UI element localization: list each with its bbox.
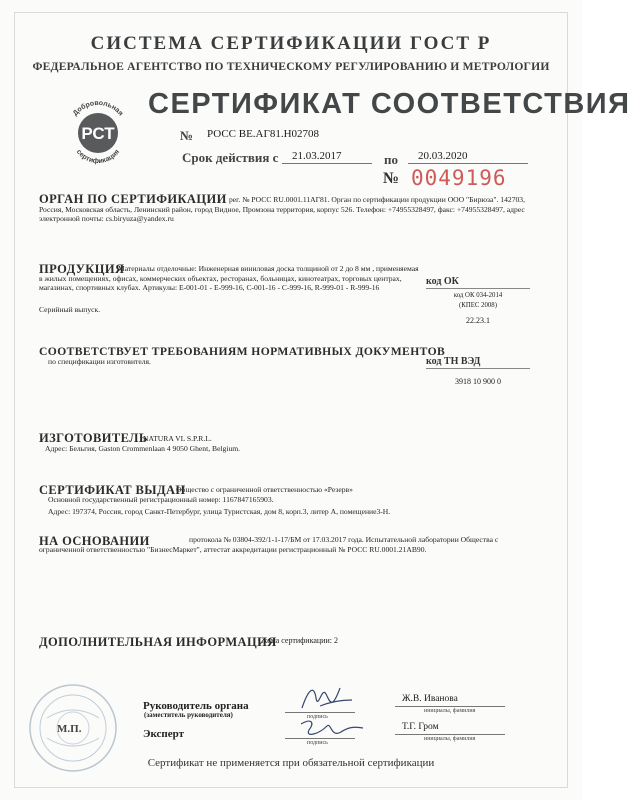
to-label: по bbox=[384, 152, 398, 167]
tnved-code-box bbox=[426, 356, 530, 386]
head-sub: (заместитель руководителя) bbox=[144, 711, 233, 719]
logo-mark: РСТ bbox=[81, 124, 115, 143]
serial-release: Серийный выпуск. bbox=[39, 305, 101, 314]
logo-arc-bottom: сертификация bbox=[74, 148, 122, 166]
expert-name-caption: инициалы, фамилия bbox=[424, 736, 476, 742]
footer-note: Сертификат не применяется при обязательной сертификации bbox=[147, 757, 435, 769]
head-name: Ж.В. Иванова bbox=[402, 694, 458, 704]
head-sign-caption: подпись bbox=[307, 714, 328, 720]
ok-sub2: (КПЕС 2008) bbox=[459, 302, 497, 309]
extra-text: Схема сертификации: 2 bbox=[258, 636, 338, 645]
extra-title: ДОПОЛНИТЕЛЬНАЯ ИНФОРМАЦИЯ bbox=[39, 635, 277, 649]
issued-name: Общество с ограниченной ответственностью «Резерв» bbox=[176, 485, 353, 494]
product-title: ПРОДУКЦИЯ bbox=[39, 262, 125, 276]
head-sign-line bbox=[285, 712, 355, 713]
maker-title: ИЗГОТОВИТЕЛЬ bbox=[39, 431, 148, 445]
logo-arc-top: Добровольная bbox=[71, 99, 125, 118]
conform-text: по спецификации изготовителя. bbox=[48, 357, 151, 366]
certificate-number: РОСС BE.АГ81.Н02708 bbox=[207, 128, 320, 140]
issued-address: Адрес: 197374, Россия, город Санкт-Петербург, улица Туристская, дом 8, корп.3, литер А, помещение3-Н. bbox=[48, 507, 391, 516]
expert-name: Т.Г. Гром bbox=[402, 722, 439, 732]
number-sign: № bbox=[180, 128, 194, 143]
expert-label: Эксперт bbox=[143, 728, 185, 740]
system-heading: СИСТЕМА СЕРТИФИКАЦИИ ГОСТ Р bbox=[90, 33, 492, 54]
okpd-code-box bbox=[426, 276, 530, 325]
agency-heading: ФЕДЕРАЛЬНОЕ АГЕНТСТВО ПО ТЕХНИЧЕСКОМУ РЕГУЛИРОВАНИЮ И МЕТРОЛОГИИ bbox=[32, 60, 550, 73]
blank-serial-number: 0049196 bbox=[411, 166, 507, 190]
ok-label: код ОК bbox=[426, 276, 459, 287]
basis-title: НА ОСНОВАНИИ bbox=[39, 534, 150, 548]
conform-title: СООТВЕТСТВУЕТ ТРЕБОВАНИЯМ НОРМАТИВНЫХ ДОКУМЕНТОВ bbox=[39, 345, 446, 358]
valid-to: 20.03.2020 bbox=[418, 150, 468, 162]
rst-logo-icon bbox=[62, 97, 134, 169]
validity-label: Срок действия с bbox=[182, 150, 279, 165]
maker-name: NATURA VL S.P.R.L. bbox=[143, 434, 212, 443]
organ-text: рег. № РОСС RU.0001.11АГ81. Орган по сертификации продукции ООО "Бирюза". 142703, Россия, Московская область, Ленинский район, город Видное, Промзона территория, корпус 526. Телефон: +74955328497, факс: +74955328497, адрес электронной почты: cs.biryuza@yandex.ru bbox=[39, 195, 525, 224]
maker-address: Адрес: Бельгия, Gaston Crommenlaan 4 9050 Ghent, Belgium. bbox=[45, 444, 241, 453]
ok-sub: код ОК 034-2014 bbox=[453, 292, 503, 299]
valid-from: 21.03.2017 bbox=[292, 150, 342, 162]
issued-ogrn: Основной государственный регистрационный номер: 1167847165903. bbox=[48, 495, 274, 504]
organ-title: ОРГАН ПО СЕРТИФИКАЦИИ bbox=[39, 192, 227, 206]
expert-name-line bbox=[395, 734, 505, 735]
expert-sign-caption: подпись bbox=[307, 740, 328, 746]
expert-sign-line bbox=[285, 738, 355, 739]
basis-text: протокола № 03804-392/1-1-17/БМ от 17.03.2017 года. Испытательной лаборатории Общества с ограниченной ответственностью "БизнесМаркет", аттестат аккредитации регистрационный № РОСС RU.0001.21АВ90. bbox=[39, 535, 499, 554]
tnved-value: 3918 10 900 0 bbox=[455, 377, 501, 386]
seal-mark: М.П. bbox=[57, 723, 82, 735]
valid-to-underline bbox=[408, 163, 528, 164]
issued-title: СЕРТИФИКАТ ВЫДАН bbox=[39, 483, 186, 497]
serial-sign: № bbox=[383, 170, 400, 187]
certificate-title: СЕРТИФИКАТ СООТВЕТСТВИЯ bbox=[148, 88, 631, 120]
head-name-caption: инициалы, фамилия bbox=[424, 708, 476, 714]
head-label: Руководитель органа bbox=[143, 700, 249, 712]
head-name-line bbox=[395, 706, 505, 707]
tnved-label: код ТН ВЭД bbox=[426, 356, 481, 367]
product-text: Материалы отделочные: Инженерная виниловая доска толщиной от 2 до 8 мм , применяемая в жилых помещениях, офисах, коммерческих объектах, ресторанах, больницах, кинотеатрах, торговых центрах, магазинах, спортивных клубах. Артикулы: E-001-01 - E-999-16, C-001-16 - C-999-16, R-999-01 - R-999-16 bbox=[39, 264, 419, 293]
valid-from-underline bbox=[282, 163, 372, 164]
ok-value: 22.23.1 bbox=[466, 316, 490, 325]
